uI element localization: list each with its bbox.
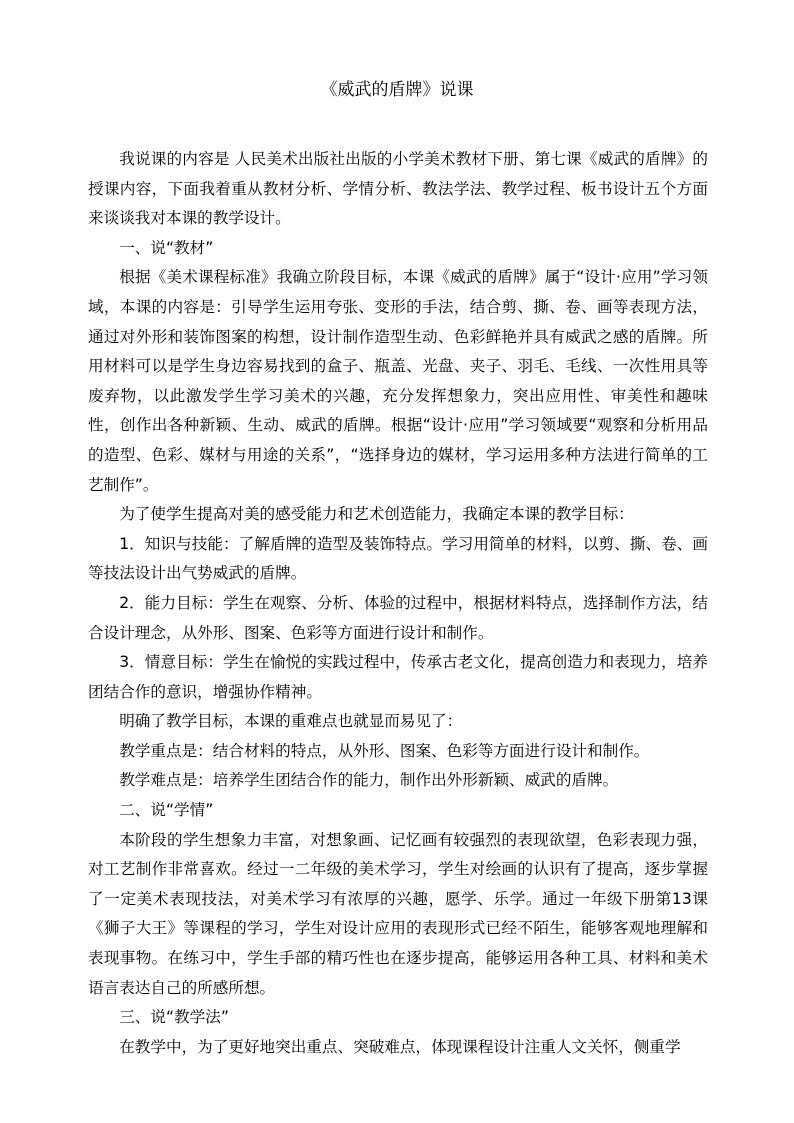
objective-emotion: 3．情意目标：学生在愉悦的实践过程中，传承古老文化，提高创造力和表现力，培养团结合作的意识，增强协作精神。 <box>88 653 708 701</box>
objective-knowledge-skills: 1．知识与技能：了解盾牌的造型及装饰特点。学习用简单的材料，以剪、撕、卷、画等技法设计出气势威武的盾牌。 <box>88 534 708 583</box>
document-title: 《威武的盾牌》说课 <box>320 80 474 100</box>
paragraph-objectives-intro: 为了使学生提高对美的感受能力和艺术创造能力，我确定本课的教学目标： <box>119 505 634 524</box>
section-heading-methods: 三、说“教学法” <box>119 1008 229 1027</box>
paragraph-key-points-intro: 明确了教学目标，本课的重难点也就显而易见了： <box>119 712 463 731</box>
objective-ability: 2．能力目标：学生在观察、分析、体验的过程中，根据材料特点，选择制作方法，结合设计理念，从外形、图案、色彩等方面进行设计和制作。 <box>88 593 708 642</box>
paragraph-intro: 我说课的内容是 人民美术出版社出版的小学美术教材下册、第七课《威武的盾牌》的授课内容，下面我着重从教材分析、学情分析、教法学法、教学过程、板书设计五个方面来谈谈我对本课的教学设计。 <box>88 150 708 228</box>
section-heading-students: 二、说“学情” <box>119 801 214 820</box>
teaching-key-point: 教学重点是：结合材料的特点，从外形、图案、色彩等方面进行设计和制作。 <box>119 741 650 760</box>
paragraph-textbook: 根据《美术课程标准》我确立阶段目标，本课《威武的盾牌》属于“设计·应用”学习领域，本课的内容是：引导学生运用夸张、变形的手法，结合剪、撕、卷、画等表现方法，通过对外形和装饰图案的构想，设计制作造型生动、色彩鲜艳并具有威武之感的盾牌。所用材料可以是学生身边容易找到的盒子、瓶盖、光盘、夹子、羽毛、毛线、一次性用具等废弃物，以此激发学生学习美术的兴趣，充分发挥想象力，突出应用性、审美性和趣味性，创作出各种新颖、生动、威武的盾牌。根据“设计·应用”学习领域要“观察和分析用品的造型、色彩、媒材与用途的关系”，“选择身边的媒材，学习运用多种方法进行简单的工艺制作”。 <box>88 268 708 494</box>
section-heading-textbook: 一、说“教材” <box>119 238 214 257</box>
paragraph-methods: 在教学中，为了更好地突出重点、突破难点，体现课程设计注重人文关怀，侧重学 <box>119 1037 681 1056</box>
teaching-difficulty: 教学难点是：培养学生团结合作的能力，制作出外形新颖、威武的盾牌。 <box>119 771 619 790</box>
document-body <box>88 145 708 1062</box>
paragraph-students: 本阶段的学生想象力丰富，对想象画、记忆画有较强烈的表现欲望，色彩表现力强，对工艺制作非常喜欢。经过一二年级的美术学习，学生对绘画的认识有了提高，逐步掌握了一定美术表现技法，对美术学习有浓厚的兴趣，愿学、乐学。通过一年级下册第13课《狮子大王》等课程的学习，学生对设计应用的表现形式已经不陌生，能够客观地理解和表现事物。在练习中，学生手部的精巧性也在逐步提高，能够运用各种工具、材料和美术语言表达自己的所感所想。 <box>88 830 708 997</box>
